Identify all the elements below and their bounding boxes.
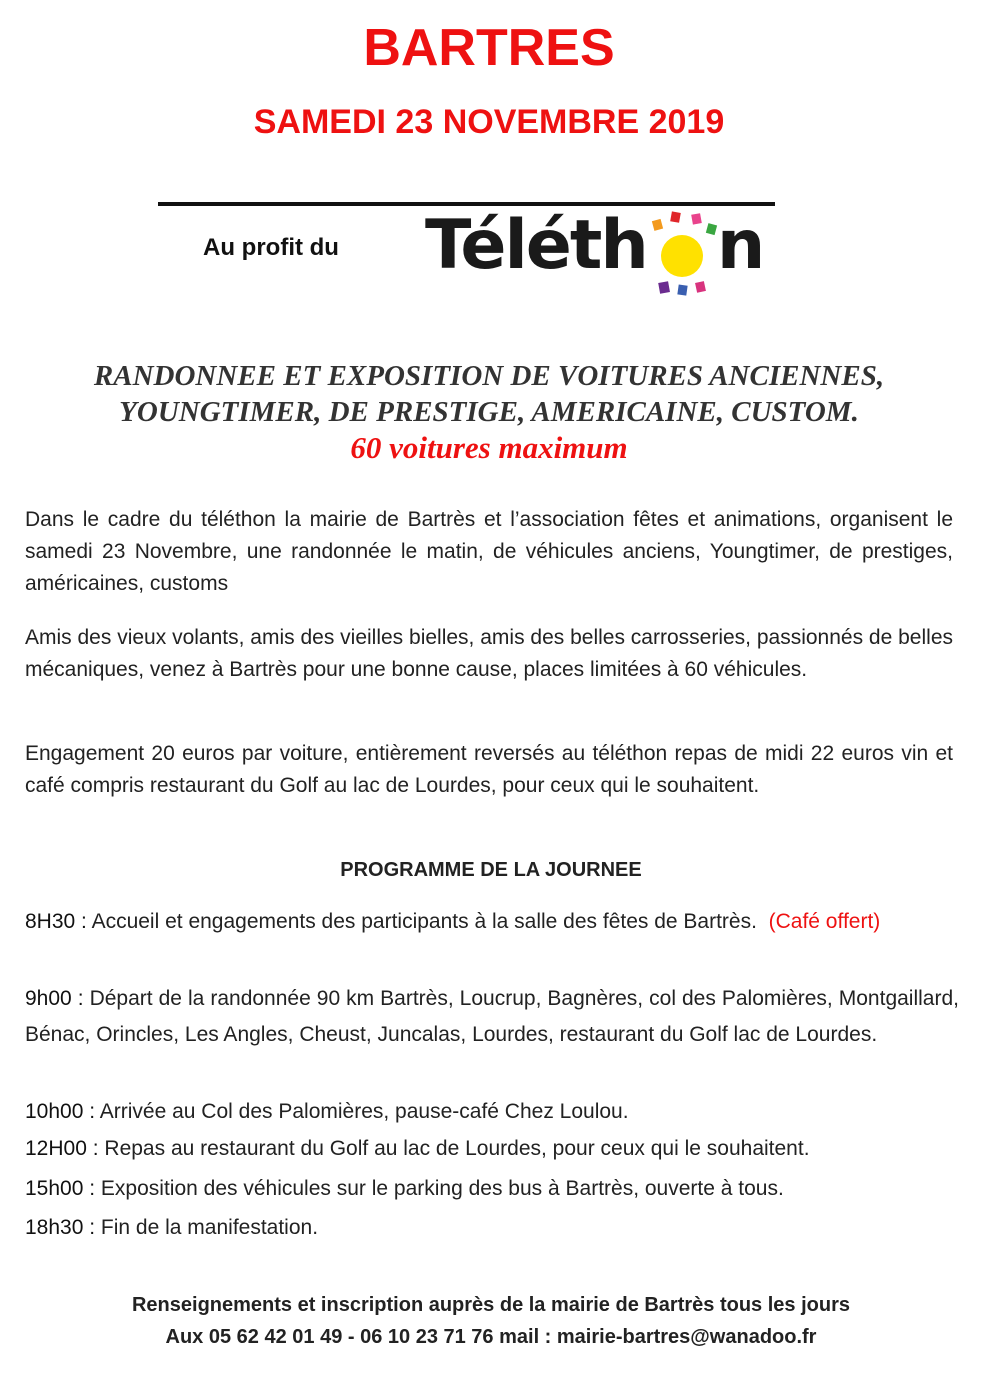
emblem-petal-green xyxy=(706,223,717,235)
subtitle-line-2: YOUNGTIMER, DE PRESTIGE, AMERICAINE, CUSTOM. xyxy=(119,396,859,428)
schedule-text: Repas au restaurant du Golf au lac de Lourdes, pour ceux qui le souhaitent. xyxy=(104,1137,810,1160)
schedule-item xyxy=(25,981,959,1053)
emblem-petal-blue xyxy=(677,284,687,295)
emblem-petal-purple xyxy=(658,281,670,294)
footer-contact-line: Aux 05 62 42 01 49 - 06 10 23 71 76 mail : mairie-bartres@wanadoo.fr xyxy=(165,1326,817,1348)
emblem-petal-magenta xyxy=(695,281,706,293)
emblem-sun xyxy=(661,235,703,277)
event-date: SAMEDI 23 NOVEMBRE 2019 xyxy=(253,103,725,141)
emblem-petal-orange xyxy=(652,219,663,231)
telethon-wordmark-tail: n xyxy=(716,206,764,285)
schedule-time: 9h00 : xyxy=(25,987,84,1010)
emblem-petal-red xyxy=(670,211,681,222)
schedule-item xyxy=(25,1094,959,1130)
telethon-wordmark-stem: Téléth xyxy=(425,206,647,285)
schedule-text: Exposition des véhicules sur le parking des bus à Bartrès, ouverte à tous. xyxy=(100,1177,784,1200)
schedule-text: Arrivée au Col des Palomières, pause-café Chez Loulou. xyxy=(99,1100,629,1123)
telethon-logo xyxy=(195,206,775,300)
schedule-text: Accueil et engagements des participants à la salle des fêtes de Bartrès. xyxy=(91,910,757,933)
schedule-time: 15h00 : xyxy=(25,1177,96,1200)
schedule-time: 8H30 : xyxy=(25,910,87,933)
telethon-emblem-icon xyxy=(645,210,720,298)
schedule-time: 18h30 : xyxy=(25,1216,96,1239)
schedule-text: Départ de la randonnée 90 km Bartrès, Loucrup, Bagnères, col des Palomières, Montgaillard, Bénac, Orincles, Les Angles, Cheust, Juncalas, Lourdes, restaurant du Golf lac de Lourdes. xyxy=(25,987,959,1046)
schedule-item xyxy=(25,1131,959,1167)
page-title: BARTRES xyxy=(363,19,615,77)
fee-paragraph: Engagement 20 euros par voiture, entièrement reversés au téléthon repas de midi 22 euros vin et café compris restaurant du Golf au lac de Lourdes, pour ceux qui le souhaitent. xyxy=(25,742,953,797)
intro-paragraph: Dans le cadre du téléthon la mairie de Bartrès et l’association fêtes et animations, organisent le samedi 23 Novembre, une randonnée le matin, de véhicules anciens, Youngtimer, de prestiges, américaines, customs xyxy=(25,508,953,595)
schedule-time: 10h00 : xyxy=(25,1100,96,1123)
invitation-paragraph: Amis des vieux volants, amis des vieilles bielles, amis des belles carrosseries, passionnés de belles mécaniques, venez à Bartrès pour une bonne cause, places limitées à 60 véhicules. xyxy=(25,626,953,681)
schedule-text: Fin de la manifestation. xyxy=(100,1216,319,1239)
subtitle-line-1: RANDONNEE ET EXPOSITION DE VOITURES ANCIENNES, xyxy=(93,360,885,392)
emblem-petal-pink xyxy=(691,213,702,224)
footer-info-line: Renseignements et inscription auprès de la mairie de Bartrès tous les jours xyxy=(131,1294,850,1316)
schedule-item xyxy=(25,1210,959,1246)
logo-prefix-text: Au profit du xyxy=(203,234,339,261)
schedule-item xyxy=(25,1171,959,1207)
schedule-item xyxy=(25,904,959,940)
subtitle-max-cars: 60 voitures maximum xyxy=(350,430,628,465)
schedule-note: (Café offert) xyxy=(768,910,881,933)
programme-title: PROGRAMME DE LA JOURNEE xyxy=(340,859,642,881)
schedule-time: 12H00 : xyxy=(25,1137,99,1160)
